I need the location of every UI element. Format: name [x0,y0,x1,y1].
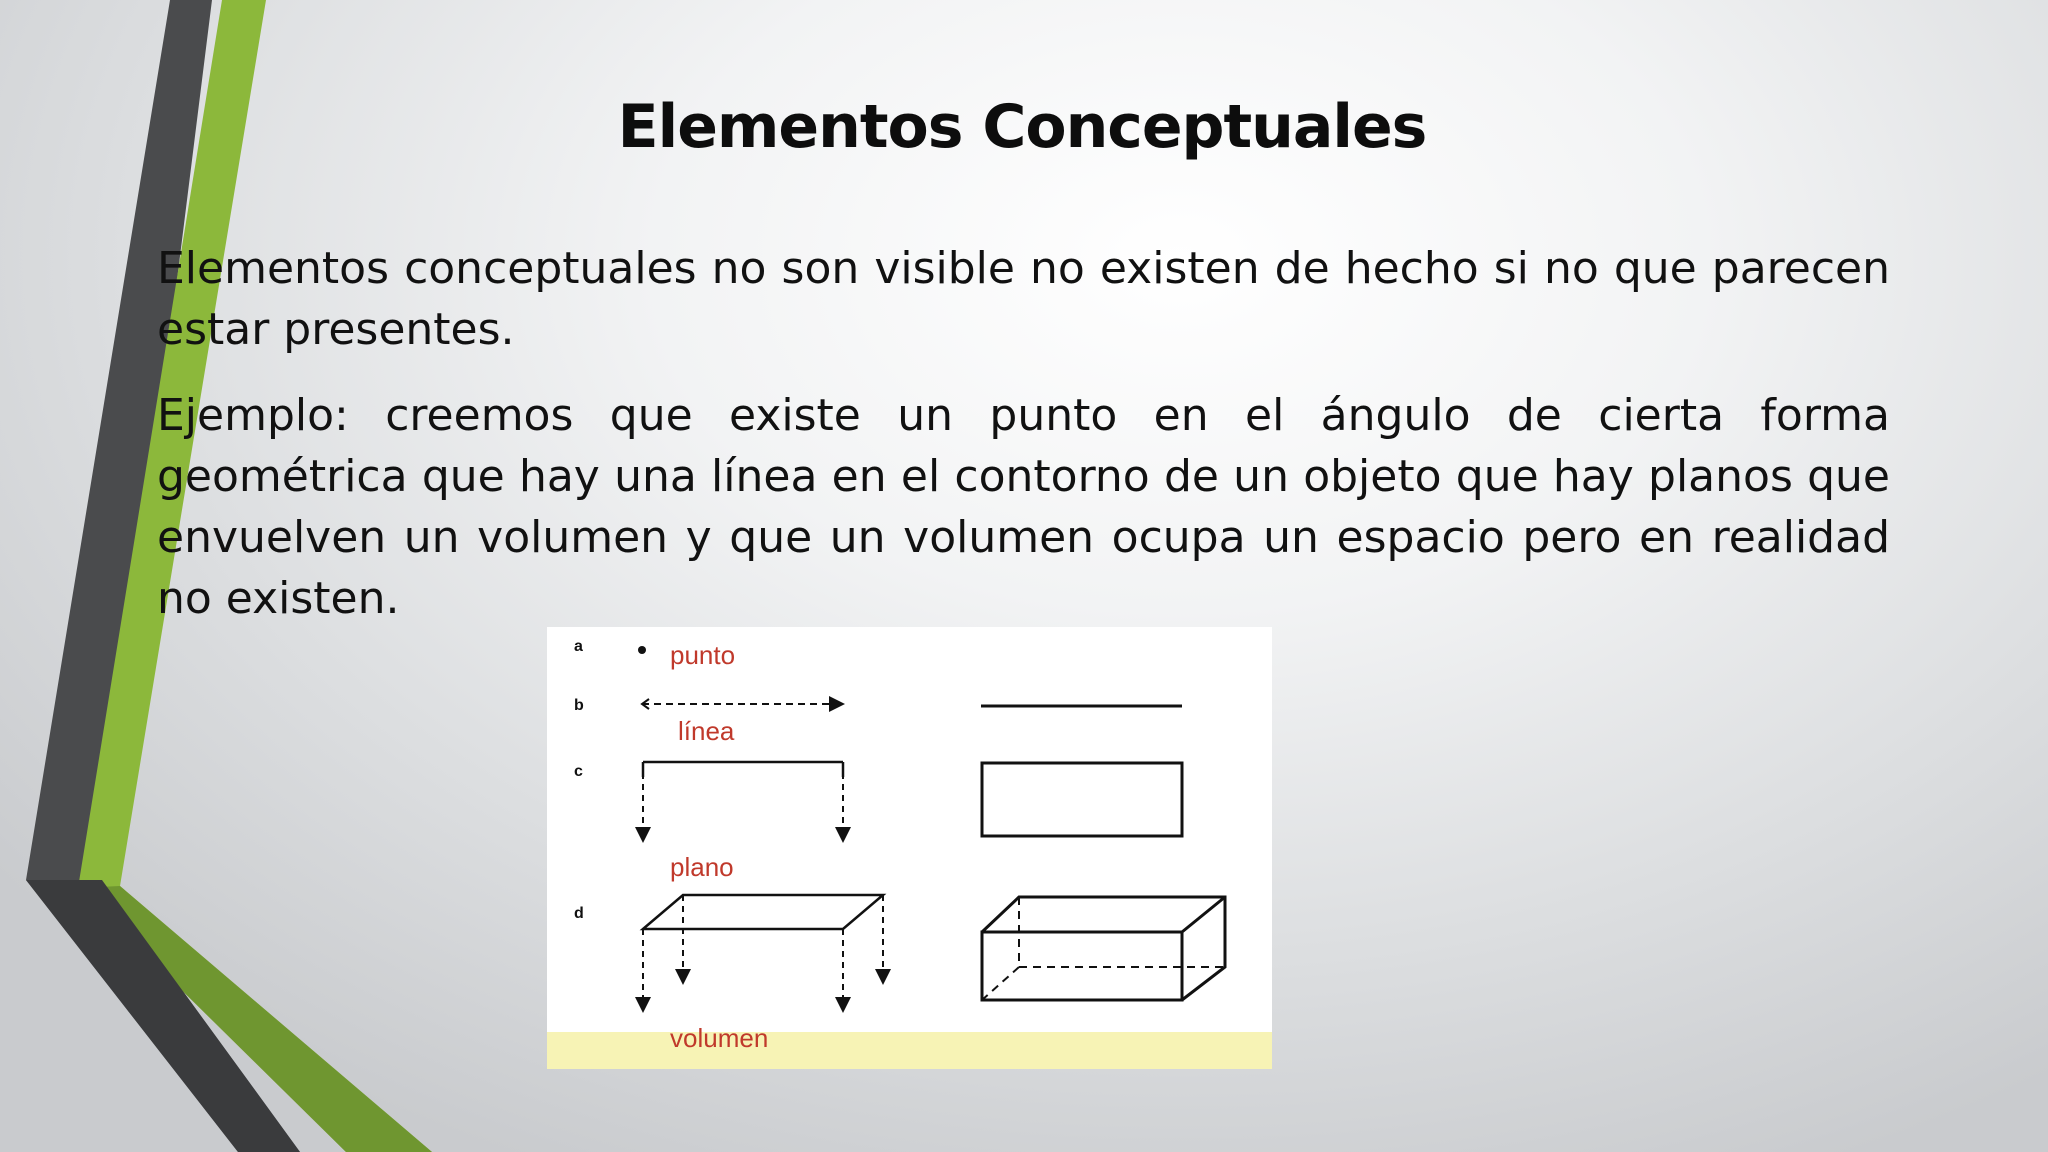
paragraph-example: Ejemplo: creemos que existe un punto en el ángulo de cierta forma geométrica que hay una línea en el contorno de un objeto que hay planos que envuelven un volumen y que un volumen ocupa un espacio pero en realidad no existen. [157,390,1890,624]
row-letter-b: b [574,697,584,714]
slide-title: Elementos Conceptuales [617,92,1427,162]
row-letter-a: a [574,638,583,655]
figure-footer-band [547,1032,1272,1069]
figure-drawing [547,627,1272,1069]
volume-top-plane [643,895,883,929]
plane-solid-rect [982,763,1182,836]
label-volumen: volumen [670,1023,769,1053]
row-letter-c: c [574,763,583,780]
point-dot [638,646,646,654]
label-plano: plano [670,852,734,882]
slide-body [157,238,1890,654]
row-letter-d: d [574,905,584,922]
volume-hidden-edges [982,897,1225,1000]
conceptual-elements-figure [547,627,1272,1069]
paragraph-definition: Elementos conceptuales no son visible no existen de hecho si no que parecen estar presentes. [157,243,1890,355]
label-linea: línea [678,716,735,746]
label-punto: punto [670,640,736,670]
